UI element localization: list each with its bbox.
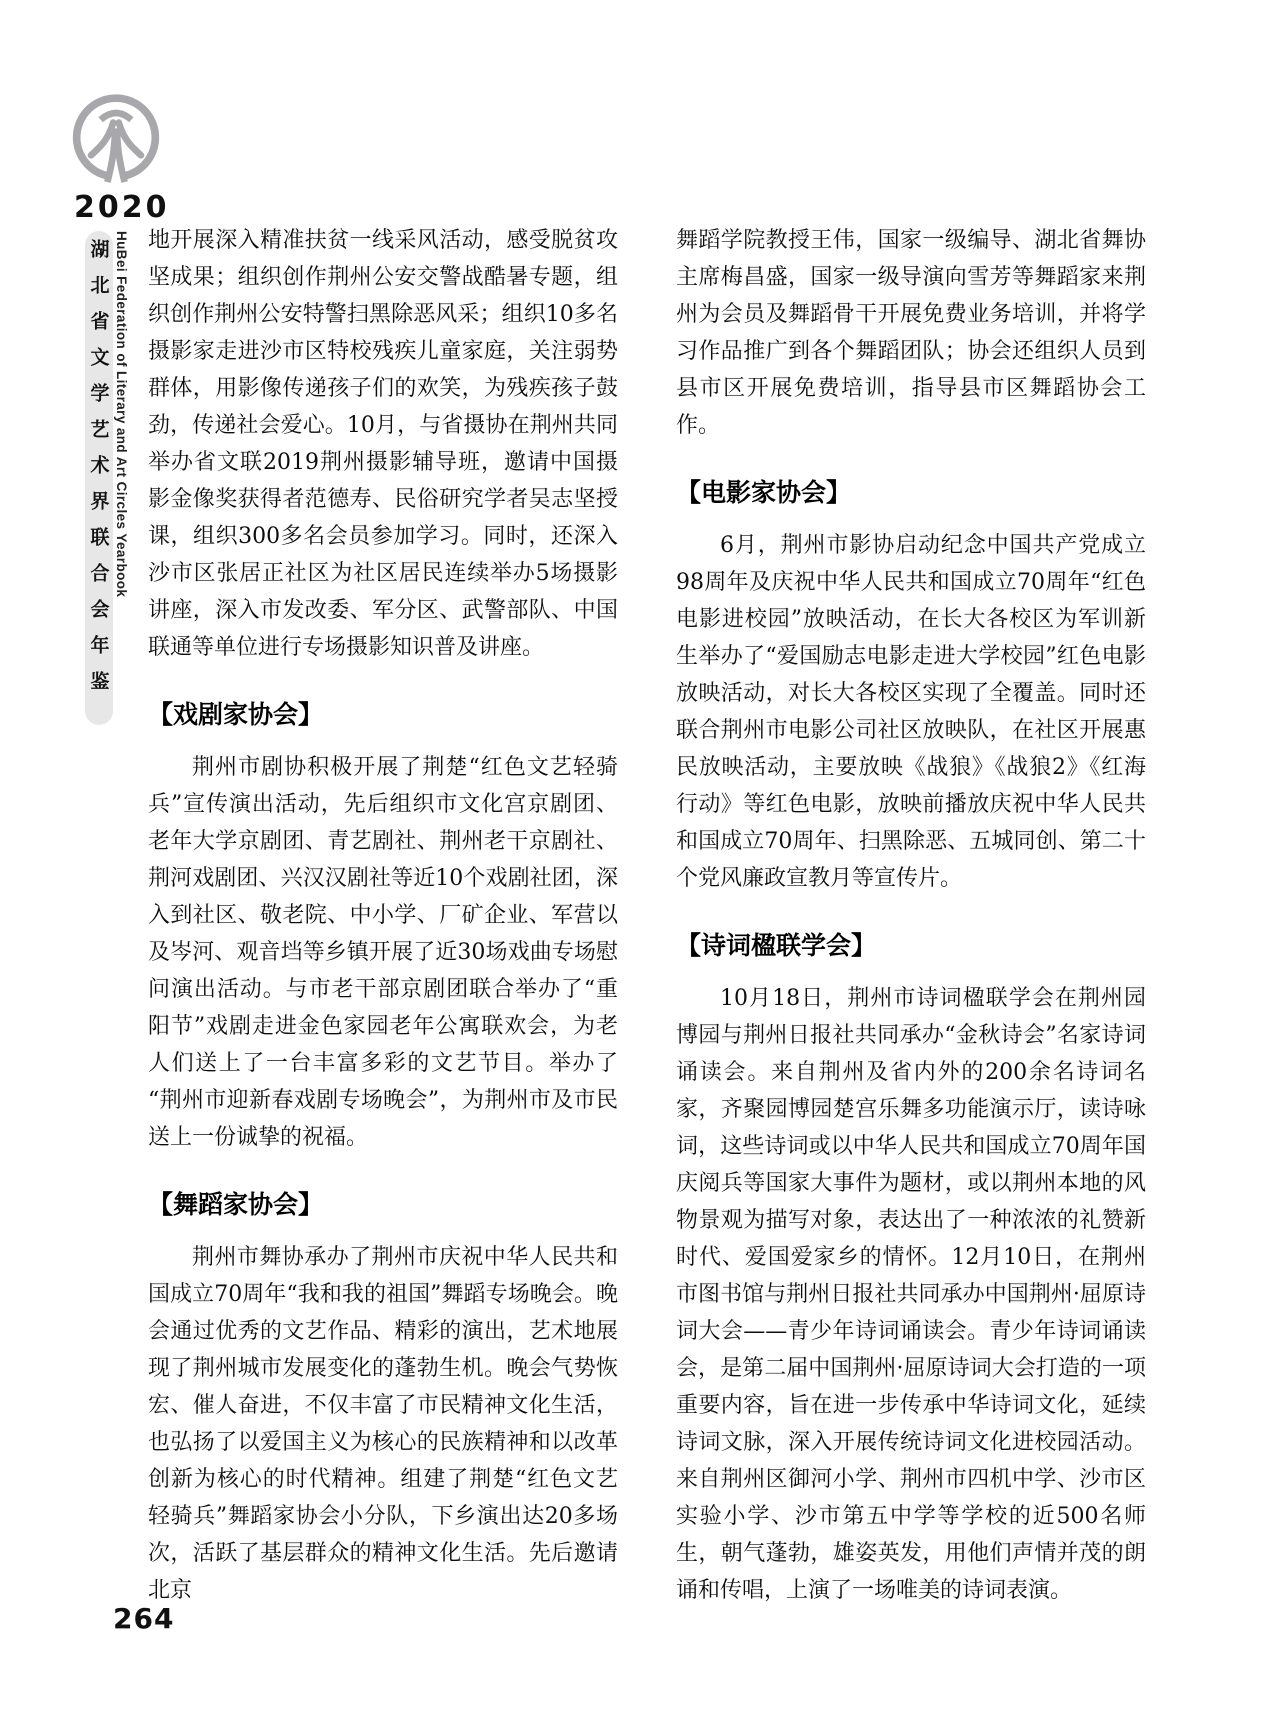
left-column (148, 222, 618, 1609)
federation-emblem-icon (68, 90, 164, 184)
body-paragraph-right-4: 10月18日，荆州市诗词楹联学会在荆州园博园与荆州日报社共同承办“金秋诗会”名家诗词诵读会。来自荆州及省内外的200余名诗词名家，齐聚园博园楚宫乐舞多功能演示厅，读诗咏词，这些诗词或以中华人民共和国成立70周年国庆阅兵等国家大事件为题材，或以荆州本地的风物景观为描写对象，表达出了一种浓浓的礼赞新时代、爱国爱家乡的情怀。12月10日，在荆州市图书馆与荆州日报社共同承办中国荆州·屈原诗词大会——青少年诗词诵读会。青少年诗词诵读会，是第二届中国荆州·屈原诗词大会打造的一项重要内容，旨在进一步传承中华诗词文化，延续诗词文脉，深入开展传统诗词文化进校园活动。来自荆州区御河小学、荆州市四机中学、沙市区实验小学、沙市第五中学等学校的近500名师生，朝气蓬勃，雄姿英发，用他们声情并茂的朗诵和传唱，上演了一场唯美的诗词表演。 (676, 986, 1146, 1603)
sidebar-title-chinese: 湖北省文学艺术界联合会年鉴 (87, 239, 110, 707)
right-column (676, 222, 1146, 1609)
body-paragraph-right-2: 6月，荆州市影协启动纪念中国共产党成立98周年及庆祝中华人民共和国成立70周年“红色电影进校园”放映活动，在长大各校区为军训新生举办了“爱国励志电影走进大学校园”红色电影放映活动，对长大各校区实现了全覆盖。同时还联合荆州市电影公司社区放映队，在社区开展惠民放映活动，主要放映《战狼》《战狼2》《红海行动》等红色电影，放映前播放庆祝中华人民共和国成立70周年、扫黑除恶、五城同创、第二十个党风廉政宣教月等宣传片。 (676, 533, 1146, 891)
section-heading-right-1: 【电影家协会】 (676, 478, 852, 507)
logo-year: 2020 (74, 190, 170, 225)
body-paragraph-right-0: 舞蹈学院教授王伟，国家一级编导、湖北省舞协主席梅昌盛，国家一级导演向雪芳等舞蹈家来荆州为会员及舞蹈骨干开展免费业务培训，并将学习作品推广到各个舞蹈团队；协会还组织人员到县市区开展免费培训，指导县市区舞蹈协会工作。 (676, 228, 1146, 438)
body-paragraph-left-4: 荆州市舞协承办了荆州市庆祝中华人民共和国成立70周年“我和我的祖国”舞蹈专场晚会。晚会通过优秀的文艺作品、精彩的演出，艺术地展现了荆州城市发展变化的蓬勃生机。晚会气势恢宏、催人奋进，不仅丰富了市民精神文化生活，也弘扬了以爱国主义为核心的民族精神和以改革创新为核心的时代精神。组建了荆楚“红色文艺轻骑兵”舞蹈家协会小分队，下乡演出达20多场次，活跃了基层群众的精神文化生活。先后邀请北京 (148, 1245, 618, 1603)
section-heading-left-1: 【戏剧家协会】 (148, 700, 324, 729)
page-number: 264 (113, 1602, 175, 1635)
body-paragraph-left-2: 荆州市剧协积极开展了荆楚“红色文艺轻骑兵”宣传演出活动，先后组织市文化宫京剧团、老年大学京剧团、青艺剧社、荆州老干京剧社、荆河戏剧团、兴汉汉剧社等近10个戏剧社团，深入到社区、敬老院、中小学、厂矿企业、军营以及岑河、观音垱等乡镇开展了近30场戏曲专场慰问演出活动。与市老干部京剧团联合举办了“重阳节”戏剧走进金色家园老年公寓联欢会，为老人们送上了一台丰富多彩的文艺节目。举办了“荆州市迎新春戏剧专场晚会”，为荆州市及市民送上一份诚挚的祝福。 (148, 755, 618, 1150)
section-heading-left-3: 【舞蹈家协会】 (148, 1190, 324, 1219)
sidebar-title-pill (85, 231, 113, 725)
sidebar-title-english: HuBei Federation of Literary and Art Circles Yearbook (114, 231, 129, 598)
logo-block (68, 90, 198, 225)
section-heading-right-3: 【诗词楹联学会】 (676, 931, 877, 960)
body-paragraph-left-0: 地开展深入精准扶贫一线采风活动，感受脱贫攻坚成果；组织创作荆州公安交警战酷暑专题，组织创作荆州公安特警扫黑除恶风采；组织10多名摄影家走进沙市区特校残疾儿童家庭，关注弱势群体，用影像传递孩子们的欢笑，为残疾孩子鼓劲，传递社会爱心。10月，与省摄协在荆州共同举办省文联2019荆州摄影辅导班，邀请中国摄影金像奖获得者范德寿、民俗研究学者吴志坚授课，组织300多名会员参加学习。同时，还深入沙市区张居正社区为社区居民连续举办5场摄影讲座，深入市发改委、军分区、武警部队、中国联通等单位进行专场摄影知识普及讲座。 (148, 228, 618, 660)
